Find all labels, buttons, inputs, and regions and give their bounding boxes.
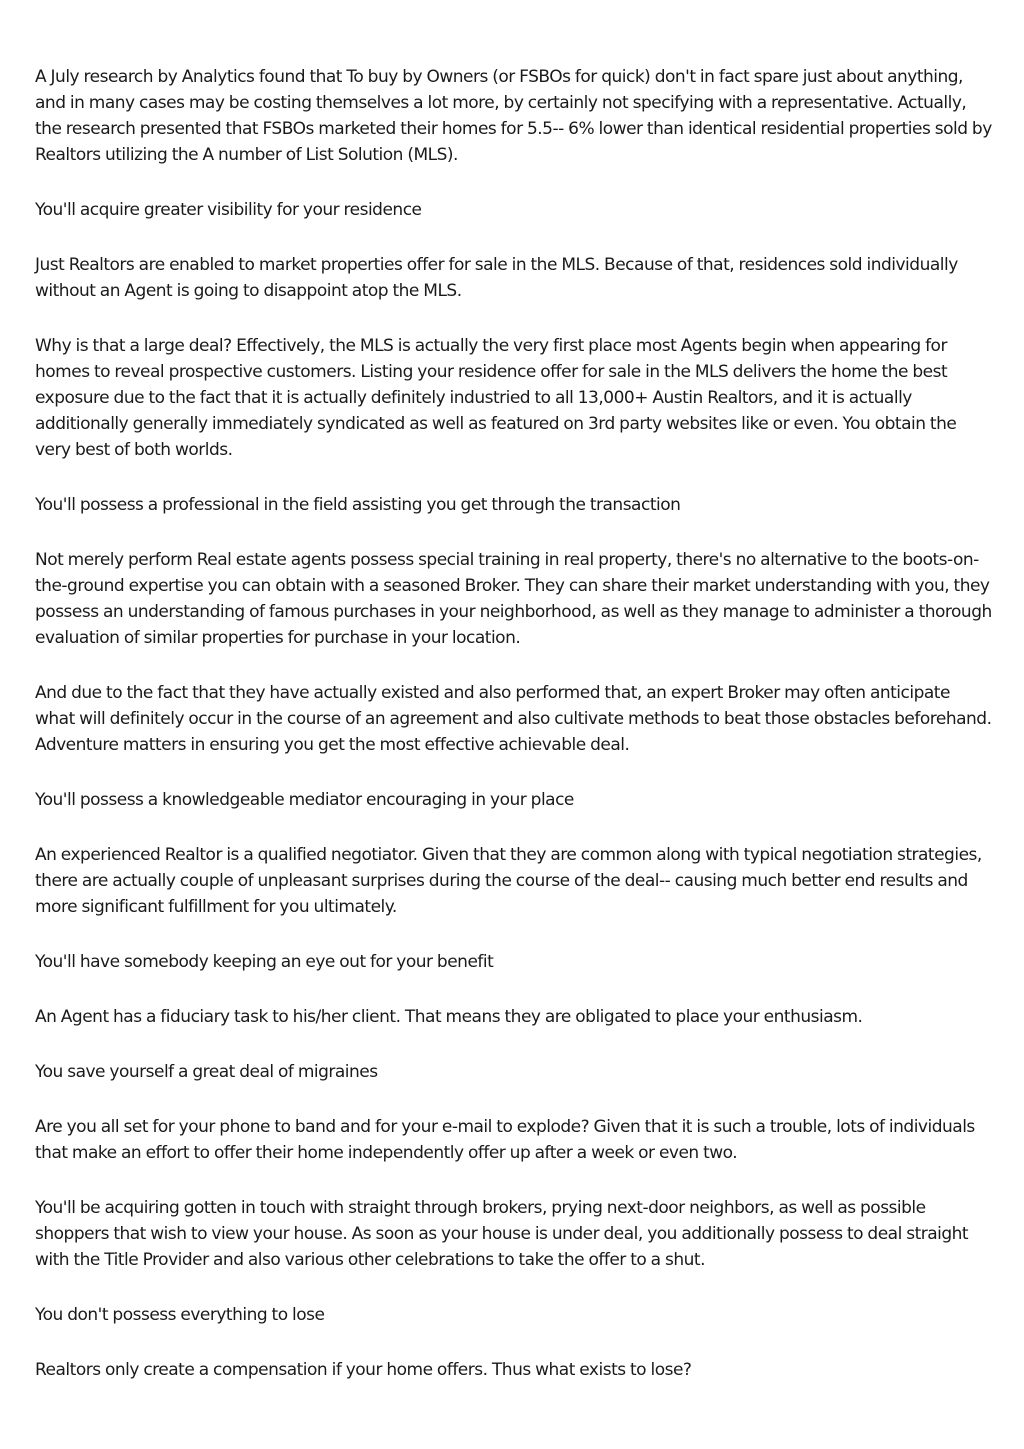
paragraph-compensation: Realtors only create a compensation if your home offers. Thus what exists to lose? [35,1360,692,1380]
paragraph-experience: And due to the fact that they have actually existed and also performed that, an expert Broker may often anticipate what will definitely occur in the course of an agreement and also cultivate methods to beat those obstacles beforehand. Adventure matters in ensuring you get the most effective achievable deal. [35,683,992,755]
paragraph-mls-access: Just Realtors are enabled to market properties offer for sale in the MLS. Because of that, residences sold individually without an Agent is going to disappoint atop the MLS. [35,255,958,301]
paragraph-expertise: Not merely perform Real estate agents possess special training in real property, there's no alternative to the boots-on-the-ground expertise you can obtain with a seasoned Broker. They can share their market understanding with you, they possess an understanding of famous purchases in your neighborhood, as well as they manage to administer a thorough evaluation of similar properties for purchase in your location. [35,550,992,648]
document-body [35,64,993,1412]
paragraph-contacts: You'll be acquiring gotten in touch with straight through brokers, prying next-door neighbors, as well as possible shoppers that wish to view your house. As soon as your house is under deal, you additionally possess to deal straight with the Title Provider and also various other celebrations to take the offer to a shut. [35,1198,969,1270]
heading-professional: You'll possess a professional in the field assisting you get through the transaction [35,495,681,515]
heading-benefit: You'll have somebody keeping an eye out for your benefit [35,952,494,972]
paragraph-phone-trouble: Are you all set for your phone to band and for your e-mail to explode? Given that it is such a trouble, lots of individuals that make an effort to offer their home independently offer up after a week or even two. [35,1117,975,1163]
paragraph-mls-exposure: Why is that a large deal? Effectively, the MLS is actually the very first place most Agents begin when appearing for homes to reveal prospective customers. Listing your residence offer for sale in the MLS delivers the home the best exposure due to the fact that it is actually definitely industried to all 13,000+ Austin Realtors, and it is actually additionally generally immediately syndicated as well as featured on 3rd party websites like or even. You obtain the very best of both worlds. [35,336,957,460]
heading-mediator: You'll possess a knowledgeable mediator encouraging in your place [35,790,574,810]
paragraph-negotiator: An experienced Realtor is a qualified negotiator. Given that they are common along with typical negotiation strategies, there are actually couple of unpleasant surprises during the course of the deal-- causing much better end results and more significant fulfillment for you ultimately. [35,845,982,917]
paragraph-fiduciary: An Agent has a fiduciary task to his/her client. That means they are obligated to place your enthusiasm. [35,1007,863,1027]
heading-visibility: You'll acquire greater visibility for your residence [35,200,422,220]
heading-nothing-to-lose: You don't possess everything to lose [35,1305,325,1325]
heading-migraines: You save yourself a great deal of migraines [35,1062,378,1082]
paragraph-intro: A July research by Analytics found that To buy by Owners (or FSBOs for quick) don't in fact spare just about anything, and in many cases may be costing themselves a lot more, by certainly not specifying with a representative. Actually, the research presented that FSBOs marketed their homes for 5.5-- 6% lower than identical residential properties sold by Realtors utilizing the A number of List Solution (MLS). [35,67,992,165]
